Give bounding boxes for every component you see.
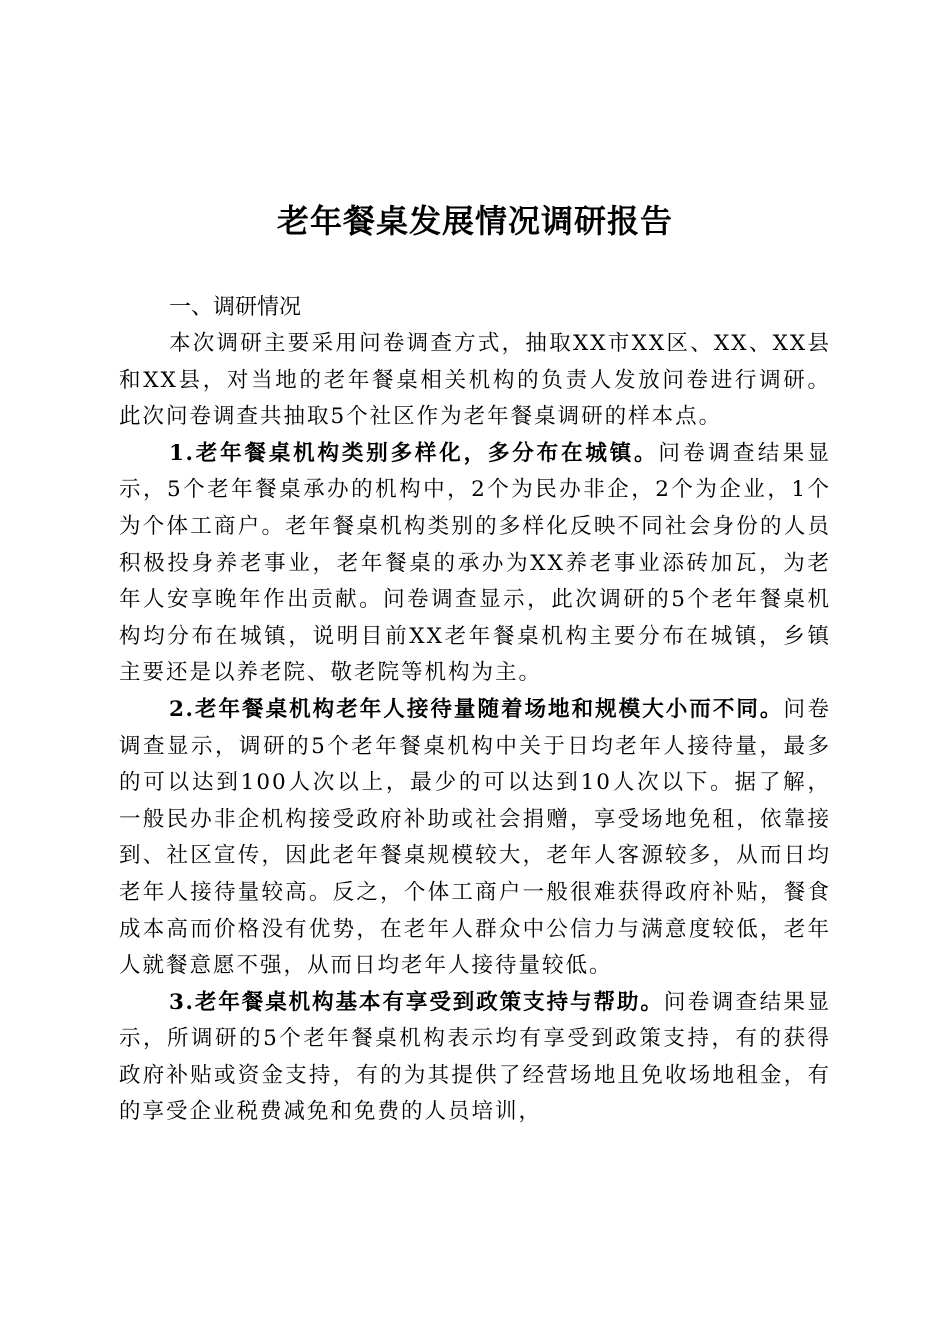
finding-body-2: 问卷调查显示，调研的5个老年餐桌机构中关于日均老年人接待量，最多的可以达到100人次以上，最少的可以达到10人次以下。据了解，一般民办非企机构接受政府补助或社会捐赠，享受场地免租，依靠接到、社区宣传，因此老年餐桌规模较大，老年人客源较多，从而日均老年人接待量较高。反之，个体工商户一般很难获得政府补贴，餐食成本高而价格没有优势，在老年人群众中公信力与满意度较低，老年人就餐意愿不强，从而日均老年人接待量较低。 [119,696,831,979]
document-title: 老年餐桌发展情况调研报告 [276,202,673,240]
finding-lead-1: 1.老年餐桌机构类别多样化，多分布在城镇。 [169,440,659,466]
finding-body-3: 问卷调查结果显示，所调研的5个老年餐桌机构表示均有享受到政策支持，有的获得政府补贴或资金支持，有的为其提供了经营场地且免收场地租金，有的享受企业税费减免和免费的人员培训， [119,989,831,1125]
document-body [119,290,831,1131]
finding-paragraph-1 [119,436,831,692]
section-heading: 一、调研情况 [169,295,302,320]
finding-paragraph-3 [119,985,831,1131]
finding-paragraph-2 [119,692,831,985]
finding-lead-3: 3.老年餐桌机构基本有享受到政策支持与帮助。 [169,989,664,1015]
finding-lead-2: 2.老年餐桌机构老年人接待量随着场地和规模大小而不同。 [169,696,784,722]
finding-body-1: 问卷调查结果显示，5个老年餐桌承办的机构中，2个为民办非企，2个为企业，1个为个体工商户。老年餐桌机构类别的多样化反映不同社会身份的人员积极投身养老事业，老年餐桌的承办为XX养老事业添砖加瓦，为老年人安享晚年作出贡献。问卷调查显示，此次调研的5个老年餐桌机构均分布在城镇，说明目前XX老年餐桌机构主要分布在城镇，乡镇主要还是以养老院、敬老院等机构为主。 [119,440,831,686]
intro-paragraph: 本次调研主要采用问卷调查方式，抽取XX市XX区、XX、XX县和XX县，对当地的老年餐桌相关机构的负责人发放问卷进行调研。此次问卷调查共抽取5个社区作为老年餐桌调研的样本点。 [119,331,831,430]
